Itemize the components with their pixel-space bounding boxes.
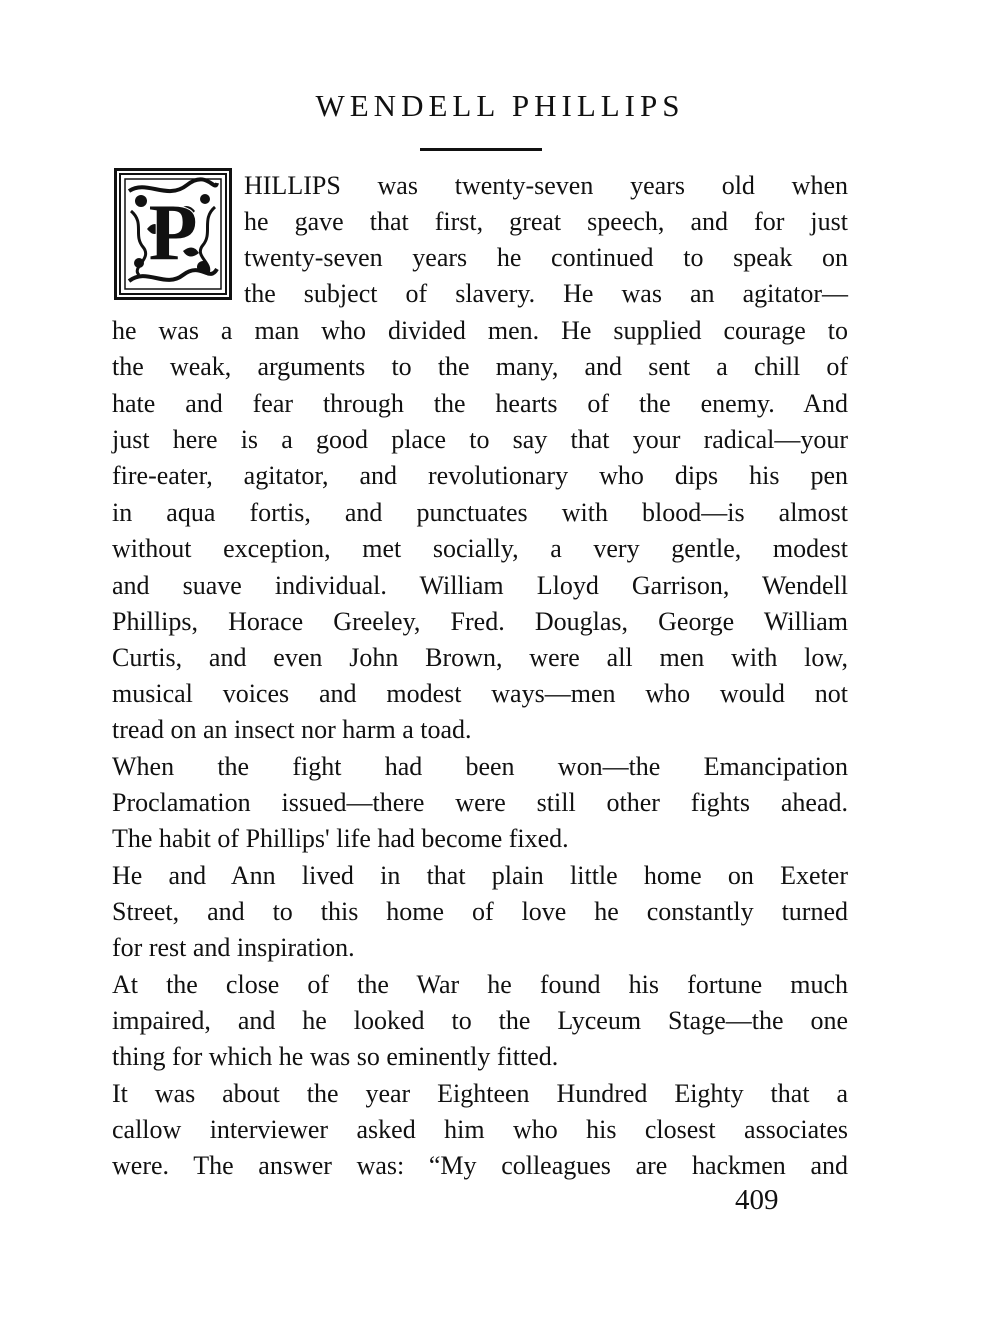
text-line: impaired, and he looked to the Lyceum Stage—the one xyxy=(112,1006,848,1035)
text-line: At the close of the War he found his fortune much xyxy=(112,970,848,999)
text-line: Proclamation issued—there were still other fights ahead. xyxy=(112,788,848,817)
text-line: the weak, arguments to the many, and sent a chill of xyxy=(112,352,848,381)
text-line: He and Ann lived in that plain little home on Exeter xyxy=(112,861,848,890)
text-line: he was a man who divided men. He supplied courage to xyxy=(112,316,848,345)
text-line: Street, and to this home of love he constantly turned xyxy=(112,897,848,926)
drop-cap-letter: P xyxy=(148,189,198,277)
text-line: thing for which he was so eminently fitted. xyxy=(112,1042,559,1071)
text-line: twenty-seven years he continued to speak on xyxy=(244,243,848,272)
text-line: and suave individual. William Lloyd Garrison, Wendell xyxy=(112,571,848,600)
text-line: the subject of slavery. He was an agitator— xyxy=(244,279,848,308)
drop-cap-ornament xyxy=(117,171,229,297)
text-line: tread on an insect nor harm a toad. xyxy=(112,715,472,744)
text-line: he gave that first, great speech, and for just xyxy=(244,207,848,236)
text-line: musical voices and modest ways—men who would not xyxy=(112,679,848,708)
text-line: The habit of Phillips' life had become fixed. xyxy=(112,824,569,853)
text-line: for rest and inspiration. xyxy=(112,933,355,962)
page-number: 409 xyxy=(735,1184,779,1216)
text-line: were. The answer was: “My colleagues are hackmen and xyxy=(112,1151,848,1180)
text-line: Curtis, and even John Brown, were all men with low, xyxy=(112,643,848,672)
running-head: WENDELL PHILLIPS xyxy=(315,88,685,123)
title-rule xyxy=(420,148,542,151)
ornamental-drop-cap xyxy=(114,168,232,300)
text-line: When the fight had been won—the Emancipation xyxy=(112,752,848,781)
text-line: fire-eater, agitator, and revolutionary who dips his pen xyxy=(112,461,848,490)
text-line: callow interviewer asked him who his closest associates xyxy=(112,1115,848,1144)
text-line: It was about the year Eighteen Hundred Eighty that a xyxy=(112,1079,848,1108)
text-line: Phillips, Horace Greeley, Fred. Douglas, George William xyxy=(112,607,848,636)
text-line: just here is a good place to say that your radical—your xyxy=(112,425,848,454)
text-line: without exception, met socially, a very gentle, modest xyxy=(112,534,848,563)
text-line: HILLIPS was twenty-seven years old when xyxy=(244,171,848,200)
text-line: hate and fear through the hearts of the enemy. And xyxy=(112,389,848,418)
text-line: in aqua fortis, and punctuates with blood—is almost xyxy=(112,498,848,527)
